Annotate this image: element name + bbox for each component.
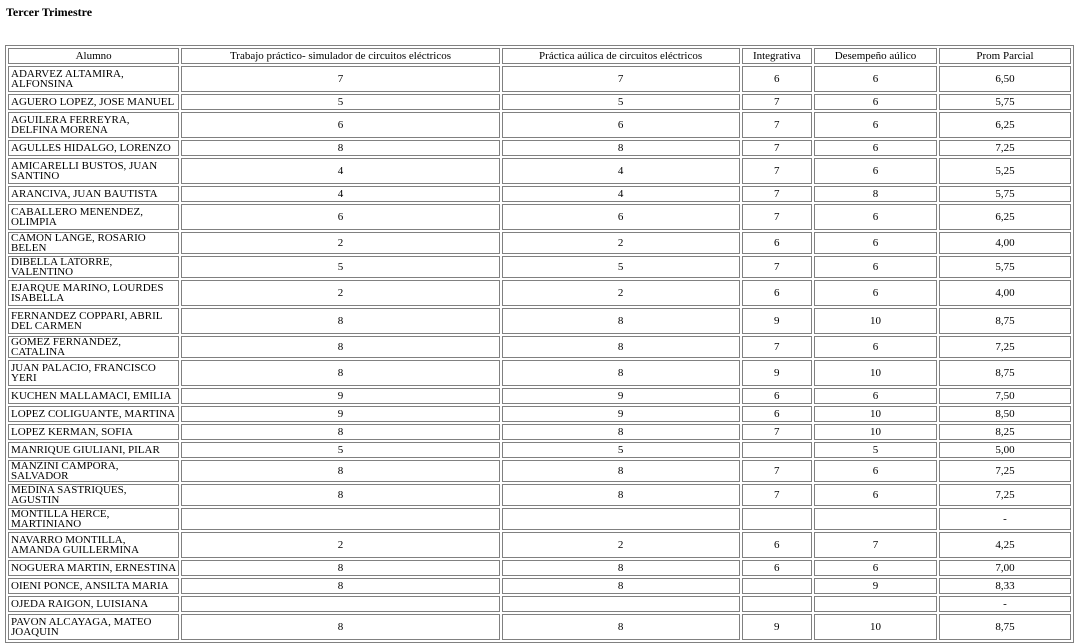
prom-parcial-cell: 5,75 (939, 186, 1071, 202)
prom-parcial-cell: 6,25 (939, 204, 1071, 230)
practica-aulica-cell: 4 (502, 158, 740, 184)
practica-aulica-cell: 5 (502, 442, 740, 458)
table-row (8, 560, 1071, 576)
practica-aulica-cell: 8 (502, 424, 740, 440)
desempeno-aulico-cell: 6 (814, 388, 937, 404)
page-title: Tercer Trimestre (6, 5, 93, 19)
desempeno-aulico-cell (814, 508, 937, 530)
integrativa-cell: 6 (742, 232, 813, 254)
practica-aulica-cell (502, 508, 740, 530)
practica-aulica-cell: 5 (502, 256, 740, 278)
student-name-cell: AGULLES HIDALGO, LORENZO (8, 140, 179, 156)
desempeno-aulico-cell: 10 (814, 406, 937, 422)
desempeno-aulico-cell: 9 (814, 578, 937, 594)
desempeno-aulico-cell: 6 (814, 158, 937, 184)
table-row (8, 424, 1071, 440)
table-row (8, 532, 1071, 558)
practica-aulica-cell: 8 (502, 336, 740, 358)
integrativa-cell: 6 (742, 66, 813, 92)
desempeno-aulico-cell: 6 (814, 280, 937, 306)
table-row (8, 280, 1071, 306)
trabajo-practico-cell: 4 (181, 158, 499, 184)
practica-aulica-cell: 8 (502, 484, 740, 506)
table-row (8, 66, 1071, 92)
integrativa-cell: 7 (742, 336, 813, 358)
trabajo-practico-cell: 8 (181, 424, 499, 440)
table-row (8, 484, 1071, 506)
student-name-cell: OIENI PONCE, ANSILTA MARIA (8, 578, 179, 594)
desempeno-aulico-cell: 6 (814, 232, 937, 254)
trabajo-practico-cell: 6 (181, 112, 499, 138)
prom-parcial-cell: - (939, 508, 1071, 530)
prom-parcial-cell: 8,75 (939, 360, 1071, 386)
desempeno-aulico-cell: 5 (814, 442, 937, 458)
table-row (8, 308, 1071, 334)
trabajo-practico-cell: 8 (181, 336, 499, 358)
desempeno-aulico-cell: 10 (814, 614, 937, 640)
trabajo-practico-cell: 8 (181, 360, 499, 386)
desempeno-aulico-cell: 7 (814, 532, 937, 558)
practica-aulica-cell: 6 (502, 112, 740, 138)
student-name-cell: NAVARRO MONTILLA, AMANDA GUILLERMINA (8, 532, 179, 558)
trabajo-practico-cell: 5 (181, 256, 499, 278)
trabajo-practico-cell: 2 (181, 532, 499, 558)
practica-aulica-cell: 5 (502, 94, 740, 110)
prom-parcial-cell: 8,50 (939, 406, 1071, 422)
table-row (8, 460, 1071, 482)
prom-parcial-cell: 7,00 (939, 560, 1071, 576)
trabajo-practico-cell: 2 (181, 232, 499, 254)
prom-parcial-cell: 7,25 (939, 484, 1071, 506)
practica-aulica-cell: 8 (502, 578, 740, 594)
integrativa-cell: 6 (742, 388, 813, 404)
table-row (8, 388, 1071, 404)
student-name-cell: EJARQUE MARINO, LOURDES ISABELLA (8, 280, 179, 306)
practica-aulica-cell: 2 (502, 532, 740, 558)
student-name-cell: FERNANDEZ COPPARI, ABRIL DEL CARMEN (8, 308, 179, 334)
desempeno-aulico-cell: 10 (814, 424, 937, 440)
prom-parcial-cell: 7,25 (939, 140, 1071, 156)
student-name-cell: MANRIQUE GIULIANI, PILAR (8, 442, 179, 458)
prom-parcial-cell: 5,25 (939, 158, 1071, 184)
integrativa-cell: 7 (742, 140, 813, 156)
trabajo-practico-cell: 8 (181, 460, 499, 482)
prom-parcial-cell: 8,75 (939, 308, 1071, 334)
practica-aulica-cell: 9 (502, 406, 740, 422)
desempeno-aulico-cell: 8 (814, 186, 937, 202)
integrativa-cell: 7 (742, 424, 813, 440)
practica-aulica-cell: 8 (502, 308, 740, 334)
table-row (8, 336, 1071, 358)
practica-aulica-cell: 9 (502, 388, 740, 404)
desempeno-aulico-cell: 10 (814, 308, 937, 334)
integrativa-cell: 6 (742, 560, 813, 576)
header-prom-parcial: Prom Parcial (939, 48, 1071, 64)
table-row (8, 186, 1071, 202)
student-name-cell: MONTILLA HERCE, MARTINIANO (8, 508, 179, 530)
desempeno-aulico-cell: 6 (814, 560, 937, 576)
table-row (8, 596, 1071, 612)
practica-aulica-cell: 8 (502, 140, 740, 156)
integrativa-cell (742, 596, 813, 612)
student-name-cell: PAVON ALCAYAGA, MATEO JOAQUIN (8, 614, 179, 640)
table-row (8, 112, 1071, 138)
prom-parcial-cell: 7,50 (939, 388, 1071, 404)
desempeno-aulico-cell: 6 (814, 484, 937, 506)
prom-parcial-cell: 8,75 (939, 614, 1071, 640)
prom-parcial-cell: 5,00 (939, 442, 1071, 458)
student-name-cell: MEDINA SASTRIQUES, AGUSTIN (8, 484, 179, 506)
student-name-cell: MANZINI CAMPORA, SALVADOR (8, 460, 179, 482)
student-name-cell: DIBELLA LATORRE, VALENTINO (8, 256, 179, 278)
prom-parcial-cell: 4,00 (939, 280, 1071, 306)
table-row (8, 94, 1071, 110)
practica-aulica-cell: 4 (502, 186, 740, 202)
practica-aulica-cell: 7 (502, 66, 740, 92)
integrativa-cell: 7 (742, 112, 813, 138)
prom-parcial-cell: 7,25 (939, 336, 1071, 358)
prom-parcial-cell: 5,75 (939, 94, 1071, 110)
table-body (8, 66, 1071, 640)
header-alumno: Alumno (8, 48, 179, 64)
student-name-cell: OJEDA RAIGON, LUISIANA (8, 596, 179, 612)
table-header-row (8, 48, 1071, 64)
integrativa-cell: 7 (742, 94, 813, 110)
trabajo-practico-cell: 9 (181, 406, 499, 422)
table-row (8, 508, 1071, 530)
prom-parcial-cell: 4,25 (939, 532, 1071, 558)
header-trabajo-practico: Trabajo práctico- simulador de circuitos eléctricos (181, 48, 499, 64)
trabajo-practico-cell: 4 (181, 186, 499, 202)
header-integrativa: Integrativa (742, 48, 813, 64)
desempeno-aulico-cell: 6 (814, 460, 937, 482)
grades-table (5, 45, 1074, 643)
prom-parcial-cell: 4,00 (939, 232, 1071, 254)
student-name-cell: KUCHEN MALLAMACI, EMILIA (8, 388, 179, 404)
trabajo-practico-cell: 8 (181, 484, 499, 506)
prom-parcial-cell: 8,25 (939, 424, 1071, 440)
integrativa-cell: 6 (742, 406, 813, 422)
prom-parcial-cell: 6,25 (939, 112, 1071, 138)
desempeno-aulico-cell: 6 (814, 94, 937, 110)
integrativa-cell (742, 578, 813, 594)
integrativa-cell: 9 (742, 308, 813, 334)
desempeno-aulico-cell: 6 (814, 66, 937, 92)
prom-parcial-cell: 5,75 (939, 256, 1071, 278)
trabajo-practico-cell: 9 (181, 388, 499, 404)
practica-aulica-cell: 2 (502, 280, 740, 306)
desempeno-aulico-cell (814, 596, 937, 612)
student-name-cell: JUAN PALACIO, FRANCISCO YERI (8, 360, 179, 386)
student-name-cell: ADARVEZ ALTAMIRA, ALFONSINA (8, 66, 179, 92)
integrativa-cell: 7 (742, 460, 813, 482)
trabajo-practico-cell: 8 (181, 614, 499, 640)
student-name-cell: ARANCIVA, JUAN BAUTISTA (8, 186, 179, 202)
student-name-cell: CAMON LANGE, ROSARIO BELEN (8, 232, 179, 254)
header-desempeno-aulico: Desempeño aúlico (814, 48, 937, 64)
student-name-cell: NOGUERA MARTIN, ERNESTINA (8, 560, 179, 576)
prom-parcial-cell: - (939, 596, 1071, 612)
desempeno-aulico-cell: 6 (814, 140, 937, 156)
student-name-cell: LOPEZ KERMAN, SOFIA (8, 424, 179, 440)
table-row (8, 442, 1071, 458)
trabajo-practico-cell: 5 (181, 94, 499, 110)
practica-aulica-cell: 8 (502, 360, 740, 386)
student-name-cell: AGUERO LOPEZ, JOSE MANUEL (8, 94, 179, 110)
trabajo-practico-cell: 2 (181, 280, 499, 306)
student-name-cell: LOPEZ COLIGUANTE, MARTINA (8, 406, 179, 422)
student-name-cell: CABALLERO MENENDEZ, OLIMPIA (8, 204, 179, 230)
student-name-cell: AGUILERA FERREYRA, DELFINA MORENA (8, 112, 179, 138)
prom-parcial-cell: 6,50 (939, 66, 1071, 92)
practica-aulica-cell: 2 (502, 232, 740, 254)
integrativa-cell: 7 (742, 204, 813, 230)
table-row (8, 158, 1071, 184)
trabajo-practico-cell: 6 (181, 204, 499, 230)
desempeno-aulico-cell: 6 (814, 204, 937, 230)
integrativa-cell: 7 (742, 186, 813, 202)
desempeno-aulico-cell: 6 (814, 112, 937, 138)
integrativa-cell: 6 (742, 532, 813, 558)
table-row (8, 140, 1071, 156)
desempeno-aulico-cell: 6 (814, 336, 937, 358)
integrativa-cell (742, 508, 813, 530)
header-practica-aulica: Práctica aúlica de circuitos eléctricos (502, 48, 740, 64)
table-row (8, 232, 1071, 254)
desempeno-aulico-cell: 10 (814, 360, 937, 386)
trabajo-practico-cell: 8 (181, 140, 499, 156)
practica-aulica-cell (502, 596, 740, 612)
table-row (8, 614, 1071, 640)
prom-parcial-cell: 8,33 (939, 578, 1071, 594)
practica-aulica-cell: 8 (502, 460, 740, 482)
integrativa-cell (742, 442, 813, 458)
table-row (8, 406, 1071, 422)
integrativa-cell: 7 (742, 158, 813, 184)
desempeno-aulico-cell: 6 (814, 256, 937, 278)
practica-aulica-cell: 6 (502, 204, 740, 230)
trabajo-practico-cell: 8 (181, 560, 499, 576)
trabajo-practico-cell: 5 (181, 442, 499, 458)
student-name-cell: AMICARELLI BUSTOS, JUAN SANTINO (8, 158, 179, 184)
integrativa-cell: 7 (742, 484, 813, 506)
table-row (8, 204, 1071, 230)
trabajo-practico-cell: 8 (181, 578, 499, 594)
integrativa-cell: 9 (742, 614, 813, 640)
student-name-cell: GOMEZ FERNANDEZ, CATALINA (8, 336, 179, 358)
table-row (8, 578, 1071, 594)
trabajo-practico-cell: 7 (181, 66, 499, 92)
table-row (8, 360, 1071, 386)
trabajo-practico-cell (181, 596, 499, 612)
practica-aulica-cell: 8 (502, 560, 740, 576)
practica-aulica-cell: 8 (502, 614, 740, 640)
trabajo-practico-cell: 8 (181, 308, 499, 334)
integrativa-cell: 6 (742, 280, 813, 306)
integrativa-cell: 7 (742, 256, 813, 278)
table-row (8, 256, 1071, 278)
prom-parcial-cell: 7,25 (939, 460, 1071, 482)
integrativa-cell: 9 (742, 360, 813, 386)
trabajo-practico-cell (181, 508, 499, 530)
